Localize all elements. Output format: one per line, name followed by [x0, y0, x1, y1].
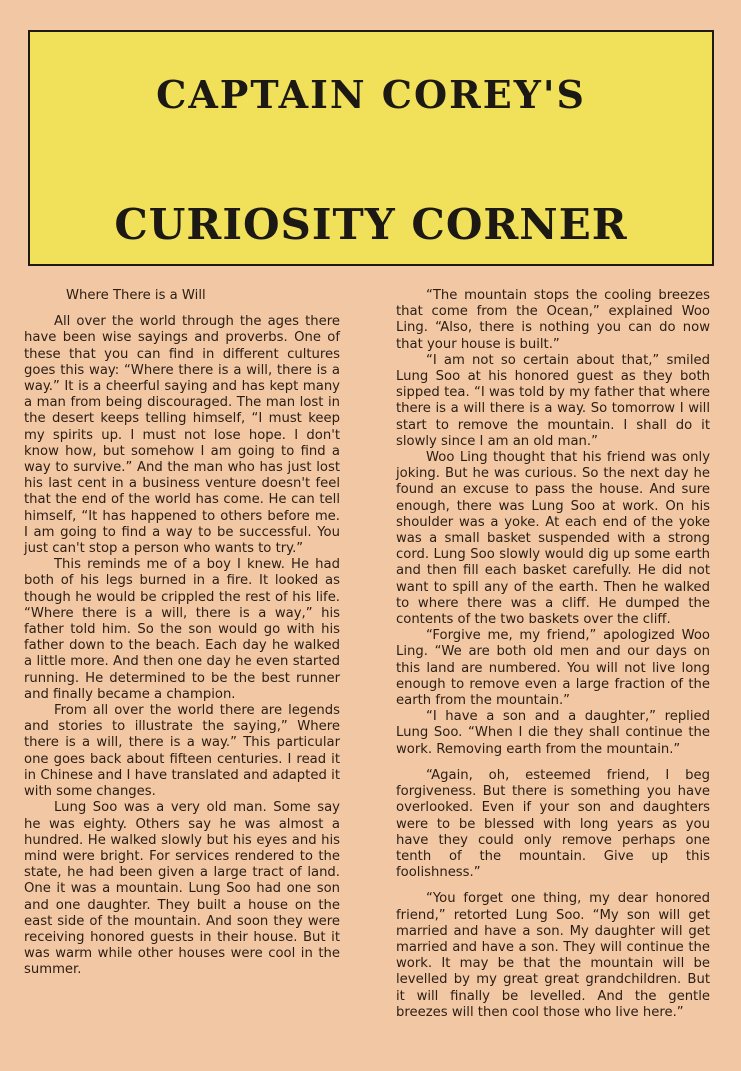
paragraph: “The mountain stops the cooling breezes that come from the Ocean,” explained Woo Ling. “Also, there is nothing you can do now that your house is built.” [396, 288, 710, 352]
article-column-right [396, 288, 710, 1021]
paragraph: “I have a son and a daughter,” replied Lung Soo. “When I die they shall continue the work. Removing earth from the mountain.” [396, 709, 710, 757]
title-line-1: CAPTAIN COREY'S [156, 72, 586, 117]
title-banner [28, 30, 714, 266]
paragraph: From all over the world there are legends and stories to illustrate the saying,” Where there is a will, there is a way.” This particular one goes back about fifteen centuries. I read it in Chinese and I have translated and adapted it with some changes. [24, 703, 340, 800]
paragraph: “Forgive me, my friend,” apologized Woo Ling. “We are both old men and our days on this land are numbered. You will not live long enough to remove even a large fraction of the earth from the mountain.” [396, 628, 710, 709]
paragraph: “You forget one thing, my dear honored friend,” retorted Lung Soo. “My son will get married and have a son. My daughter will get married and have a son. They will continue the work. It may be that the mountain will be levelled by my great great grandchildren. But it will finally be levelled. And the gentle breezes will then cool those who live here.” [396, 891, 710, 1020]
paragraph: “Again, oh, esteemed friend, I beg forgiveness. But there is something you have overlooked. Even if your son and daughters were to be blessed with long years as you have they could only remove perhaps one tenth of the mountain. Give up this foolishness.” [396, 767, 710, 881]
title-line-2: CURIOSITY CORNER [114, 200, 628, 249]
article-heading: Where There is a Will [66, 288, 206, 303]
paragraph: Woo Ling thought that his friend was only joking. But he was curious. So the next day he found an excuse to pass the house. And sure enough, there was Lung Soo at work. On his shoulder was a yoke. At each end of the yoke was a small basket suspended with a strong cord. Lung Soo slowly would dig up some earth and then fill each basket carefully. He did not want to spill any of the earth. Then he walked to where there was a cliff. He dumped the contents of the two baskets over the cliff. [396, 450, 710, 628]
article-column-left [24, 288, 340, 979]
paragraph: This reminds me of a boy I knew. He had both of his legs burned in a fire. It looked as though he would be crippled the rest of his life. “Where there is a will, there is a way,” his father told him. So the son would go with his father down to the beach. Each day he walked a little more. And then one day he even started running. He determined to be the best runner and finally became a champion. [24, 557, 340, 702]
paragraph: All over the world through the ages there have been wise sayings and proverbs. One of these that you can find in different cultures goes this way: “Where there is a will, there is a way.” It is a cheerful saying and has kept many a man from being discouraged. The man lost in the desert keeps telling himself, “I must keep my spirits up. I must not lose hope. I don't know how, but somehow I am going to find a way to survive.” And the man who has just lost his last cent in a business venture doesn't feel that the end of the world has come. He can tell himself, “It has happened to others before me. I am going to find a way to be successful. You just can't stop a person who wants to try.” [24, 314, 340, 557]
paragraph: “I am not so certain about that,” smiled Lung Soo at his honored guest as they both sipped tea. “I was told by my father that where there is a will there is a way. So tomorrow I will start to remove the mountain. I shall do it slowly since I am an old man.” [396, 352, 710, 449]
paragraph: Lung Soo was a very old man. Some say he was eighty. Others say he was almost a hundred. He walked slowly but his eyes and his mind were bright. For services rendered to the state, he had been given a large tract of land. One it was a mountain. Lung Soo had one son and one daughter. They built a house on the east side of the mountain. And soon they were receiving honored guests in their house. But it was warm while other houses were cool in the summer. [24, 800, 340, 978]
